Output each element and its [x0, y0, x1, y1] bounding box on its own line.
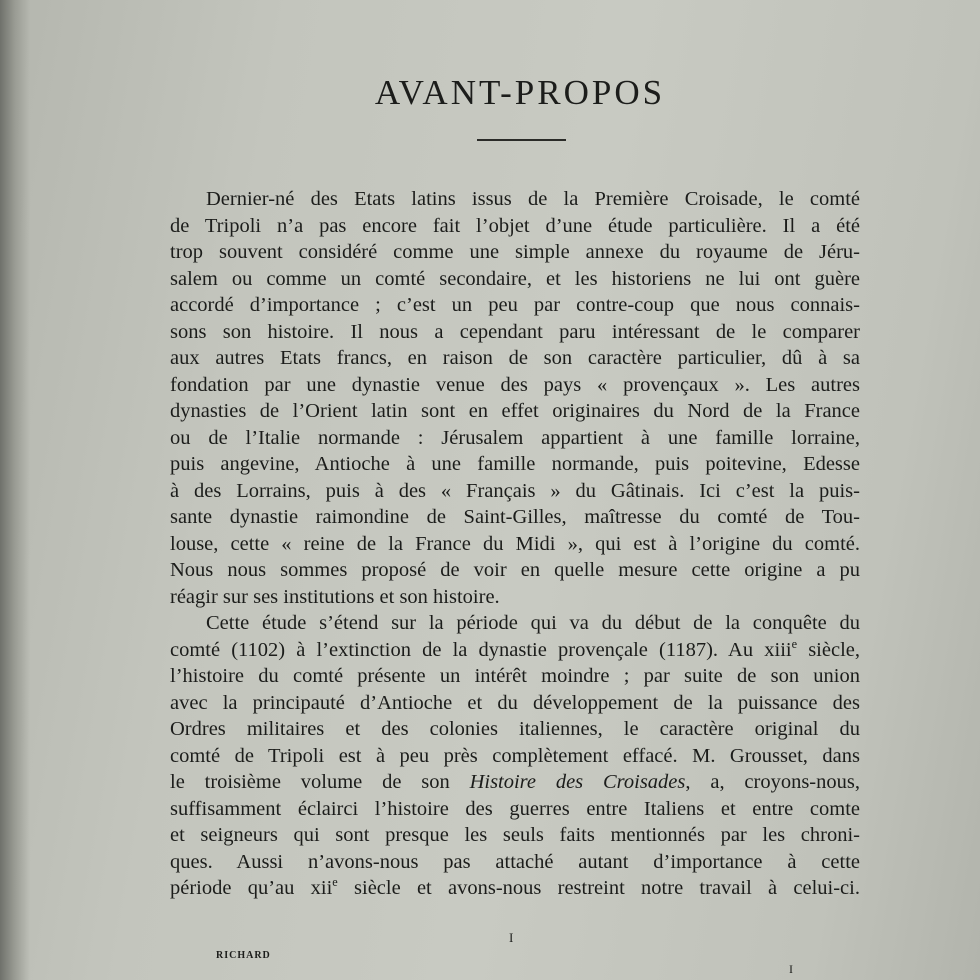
- text-run: comté (1102) à l’extinction de la dynastie provençale (1187). Au xiii: [170, 638, 792, 661]
- text-line: réagir sur ses institutions et son histoire.: [170, 585, 500, 608]
- text-line: louse, cette « reine de la France du Midi », qui est à l’origine du comté.: [170, 532, 860, 555]
- text-line: sons son histoire. Il nous a cependant paru intéressant de le comparer: [170, 320, 860, 343]
- text-line: l’histoire du comté présente un intérêt moindre ; par suite de son union: [170, 665, 860, 687]
- text-line: fondation par une dynastie venue des pays « provençaux ». Les autres: [170, 373, 860, 396]
- body-text: [170, 186, 860, 902]
- page-title: AVANT-PROPOS: [374, 73, 666, 112]
- text-line: à des Lorrains, puis à des « Français » du Gâtinais. Ici c’est la puis-: [170, 479, 860, 502]
- text-line: [170, 875, 860, 902]
- text-line: de Tripoli n’a pas encore fait l’objet d’une étude particulière. Il a été: [170, 214, 860, 237]
- text-run: , a, croyons-nous,: [685, 771, 860, 793]
- text-line: salem ou comme un comté secondaire, et les historiens ne lui ont guère: [170, 267, 860, 290]
- text-line: avec la principauté d’Antioche et du développement de la puissance des: [170, 691, 860, 714]
- text-line: Cette étude s’étend sur la période qui va du début de la conquête du: [206, 612, 860, 634]
- text-line: Dernier-né des Etats latins issus de la Première Croisade, le comté: [206, 188, 860, 210]
- text-line: ques. Aussi n’avons-nous pas attaché autant d’importance à cette: [170, 850, 860, 873]
- title-rule: [477, 139, 566, 141]
- text-line: sante dynastie raimondine de Saint-Gilles, maîtresse du comté de Tou-: [170, 506, 860, 528]
- text-line: [170, 637, 860, 664]
- text-run: le troisième volume de son: [170, 771, 470, 793]
- text-line: puis angevine, Antioche à une famille normande, puis poitevine, Edesse: [170, 453, 860, 475]
- text-line: et seigneurs qui sont presque les seuls faits mentionnés par les chroni-: [170, 824, 860, 846]
- text-run: siècle et avons-nous restreint notre travail à celui-ci.: [337, 877, 860, 899]
- paragraph-1: [170, 186, 860, 610]
- signature-mark: I: [789, 962, 793, 976]
- text-line: comté de Tripoli est à peu près complètement effacé. M. Grousset, dans: [170, 744, 860, 767]
- page-folio: I: [509, 930, 514, 945]
- text-line: Ordres militaires et des colonies italiennes, le caractère original du: [170, 718, 860, 740]
- text-line: ou de l’Italie normande : Jérusalem appartient à une famille lorraine,: [170, 426, 860, 449]
- running-footer: RICHARD: [216, 950, 271, 961]
- text-line: [170, 769, 860, 796]
- text-line: accordé d’importance ; c’est un peu par contre-coup que nous connais-: [170, 294, 860, 316]
- paragraph-2: [170, 610, 860, 902]
- superscript: e: [332, 875, 338, 890]
- text-run: période qu’au xii: [170, 877, 333, 899]
- text-line: trop souvent considéré comme une simple annexe du royaume de Jéru-: [170, 241, 860, 263]
- text-line: suffisamment éclairci l’histoire des guerres entre Italiens et entre comte: [170, 797, 860, 820]
- superscript: e: [791, 636, 798, 651]
- text-line: dynasties de l’Orient latin sont en effet originaires du Nord de la France: [170, 400, 860, 422]
- text-run: siècle,: [797, 638, 860, 661]
- text-line: Nous nous sommes proposé de voir en quelle mesure cette origine a pu: [170, 559, 860, 581]
- text-line: aux autres Etats francs, en raison de son caractère particulier, dû à sa: [170, 347, 860, 369]
- book-title-italic: Histoire des Croisades: [469, 771, 686, 793]
